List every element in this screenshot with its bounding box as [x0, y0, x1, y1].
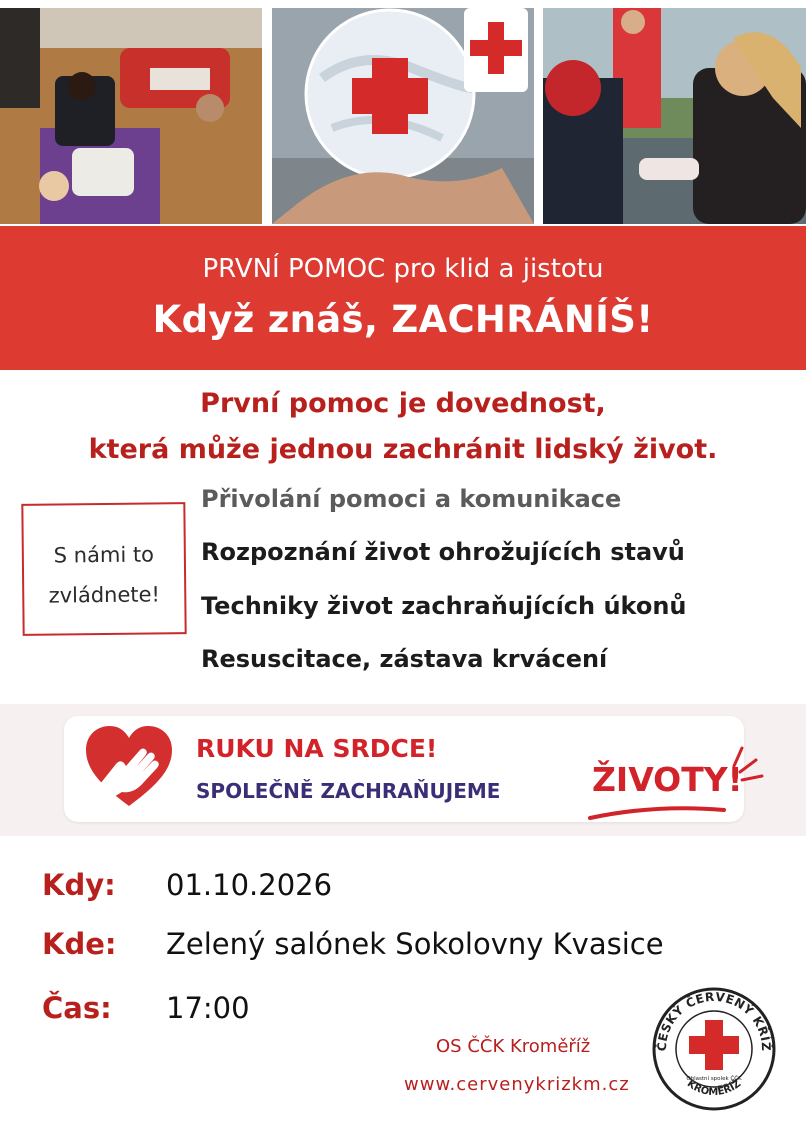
- skill-item: Rozpoznání život ohrožujících stavů: [201, 538, 685, 566]
- logo-inner-text: Oblastní spolek ČČK: [686, 1076, 742, 1082]
- photo-globe-red-cross: [272, 8, 534, 224]
- logo-city-text: KROMĚŘÍŽ: [684, 1078, 744, 1099]
- underline-swoosh: [586, 800, 728, 824]
- note-line-2: zvládnete!: [48, 582, 161, 608]
- note-line-1: S námi to: [53, 542, 155, 568]
- headline-line-2: která může jednou zachránit lidský život.: [88, 434, 718, 465]
- campaign-line-2: SPOLEČNĚ ZACHRAŇUJEME: [196, 779, 501, 803]
- headline-line-1: První pomoc je dovednost,: [200, 388, 606, 419]
- organization-name: OS ČČK Kroměříž: [436, 1036, 591, 1057]
- red-cross-logo: [651, 986, 777, 1112]
- photo-bandaging-practice: [543, 8, 806, 224]
- skill-item: Resuscitace, zástava krvácení: [201, 645, 608, 673]
- note-box: [21, 502, 186, 636]
- where-label: Kde:: [42, 927, 117, 961]
- photo-cpr-training: [0, 8, 262, 224]
- time-label: Čas:: [42, 991, 112, 1025]
- where-value: Zelený salónek Sokolovny Kvasice: [166, 927, 664, 961]
- heart-hand-icon: [82, 722, 176, 812]
- spark-lines-icon: [728, 744, 768, 784]
- skill-item: Techniky život zachraňujících úkonů: [201, 592, 687, 620]
- logo-ring-text: ČESKÝ ČERVENÝ KŘÍŽ: [654, 989, 774, 1052]
- time-value: 17:00: [166, 991, 250, 1025]
- when-value: 01.10.2026: [166, 868, 333, 902]
- website-link[interactable]: www.cervenykrizkm.cz: [404, 1074, 630, 1095]
- photo-strip: [0, 0, 806, 226]
- when-label: Kdy:: [42, 868, 116, 902]
- campaign-line-3: ŽIVOTY!: [592, 760, 743, 799]
- banner-subtitle: PRVNÍ POMOC pro klid a jistotu: [202, 254, 604, 284]
- campaign-line-1: RUKU NA SRDCE!: [196, 734, 438, 763]
- banner-title: Když znáš, ZACHRÁNÍŠ!: [152, 298, 654, 341]
- skill-item: Přivolání pomoci a komunikace: [201, 485, 622, 513]
- header-banner: [0, 226, 806, 370]
